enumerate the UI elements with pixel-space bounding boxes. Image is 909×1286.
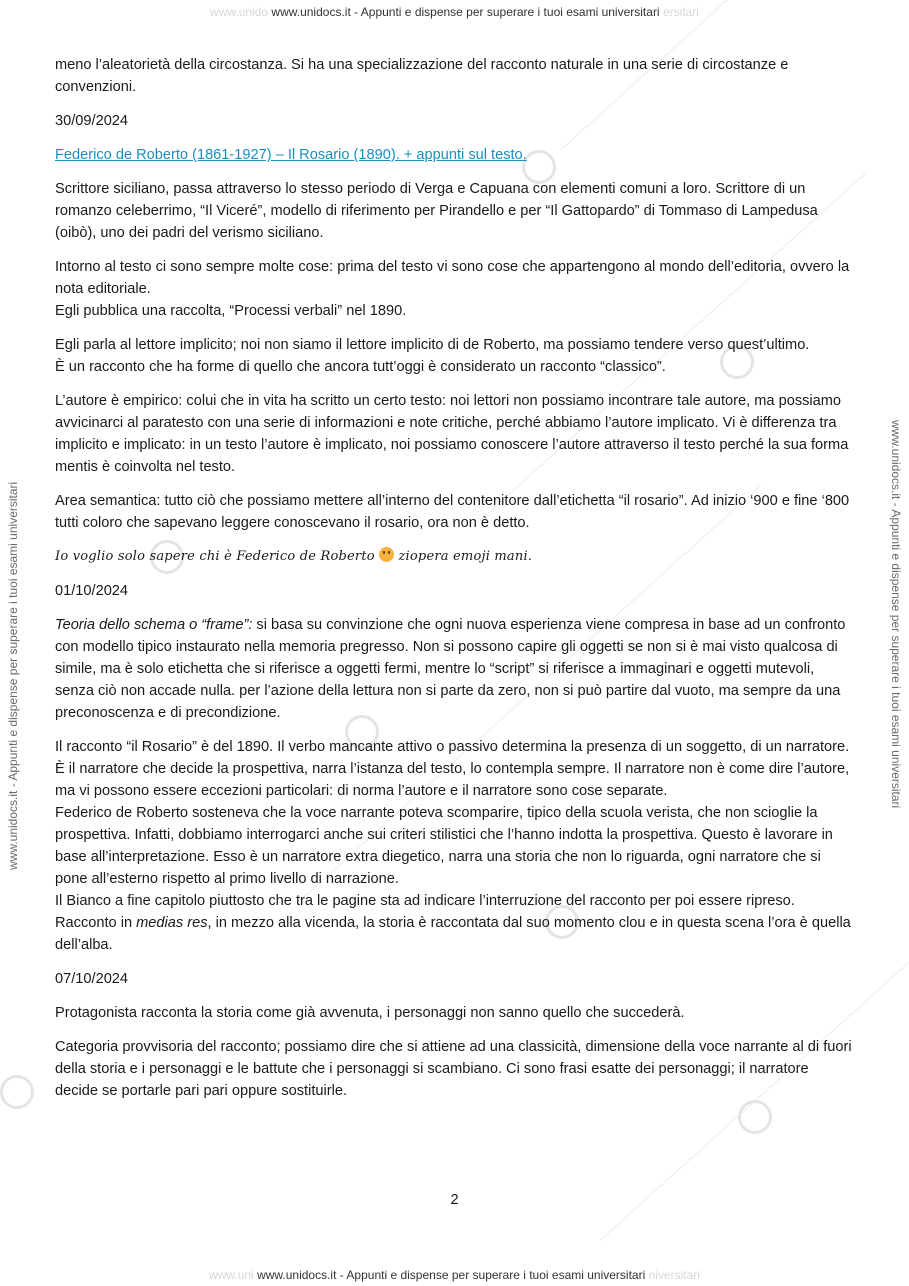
document-body — [55, 54, 855, 1114]
handwritten-note — [55, 546, 855, 568]
date-heading: 01/10/2024 — [55, 583, 129, 599]
italic-term: medias res — [136, 915, 208, 931]
date-heading: 07/10/2024 — [55, 971, 129, 987]
left-side-watermark: www.unidocs.it - Appunti e dispense per superare i tuoi esami universitari — [6, 481, 20, 870]
italic-term: Teoria dello schema o “frame”: — [55, 617, 253, 633]
banner-ghost-left: www.uni — [209, 1268, 254, 1282]
paragraph: Categoria provvisoria del racconto; possiamo dire che si attiene ad una classicità, dimensione della voce narrante al di fuori della storia e i personaggi e le battute che i personaggi si scambiano. Ci sono frasi esatte dei personaggi; il narratore decide se portarle pari pari oppure sostituirle. — [55, 1039, 852, 1099]
paragraph: Scrittore siciliano, passa attraverso lo stesso periodo di Verga e Capuana con elementi comuni a loro. Scrittore di un romanzo celeberrimo, “Il Viceré”, modello di riferimento per Pirandello e per “Il Gattopardo” di Tommaso di Lampedusa (oibò), uno dei padri del verismo siciliano. — [55, 181, 818, 241]
bottom-watermark-banner — [0, 1268, 909, 1282]
paragraph — [55, 736, 855, 956]
paragraph — [55, 334, 855, 378]
banner-ghost-left: www.unido — [210, 5, 269, 19]
paragraph-line: , in mezzo alla vicenda, la storia è raccontata dal suo momento clou e in questa scena l’ora è quella dell’alba. — [55, 915, 851, 953]
banner-text: www.unidocs.it - Appunti e dispense per superare i tuoi esami universitari — [257, 1268, 646, 1282]
paragraph-text: si basa su convinzione che ogni nuova esperienza viene compresa in base ad un confronto con modello tipico instaurato nella memoria pregresso. Non si possono capire gli oggetti se non si è mai visto qualcosa di simile, ma è solo etichetta che si riferisce a oggetti fermi, mentre lo “script” si riferisce a immaginari e oggetti mutevoli, senza ciò non accade nulla. per l’azione della lettura non si parte da zero, non si può partire dal vuoto, ma sempre da una preconoscenza e di precondizione. — [55, 617, 846, 721]
paragraph-line: Intorno al testo ci sono sempre molte cose: prima del testo vi sono cose che appartengono al mondo dell’editoria, ovvero la nota editoriale. — [55, 259, 850, 297]
handwritten-text: ziopera emoji mani. — [398, 549, 533, 564]
sad-face-emoji-icon — [379, 547, 394, 562]
paragraph-line: Egli pubblica una raccolta, “Processi verbali” nel 1890. — [55, 303, 407, 319]
paragraph-line: Egli parla al lettore implicito; noi non siamo il lettore implicito di de Roberto, ma possiamo tendere verso quest’ultimo. — [55, 337, 810, 353]
paragraph — [55, 614, 855, 724]
paragraph-line: È un racconto che ha forme di quello che ancora tutt’oggi è considerato un racconto “classico”. — [55, 359, 666, 375]
top-watermark-banner — [0, 5, 909, 19]
date-heading: 30/09/2024 — [55, 113, 129, 129]
paragraph: Area semantica: tutto ciò che possiamo mettere all’interno del contenitore dall’etichetta “il rosario”. Ad inizio ‘900 e fine ‘800 tutti coloro che sapevano leggere conoscevano il rosario, ora non è detto. — [55, 493, 850, 531]
banner-ghost-right: ersitari — [662, 5, 699, 19]
section-title-link[interactable]: Federico de Roberto (1861-1927) – Il Rosario (1890). + appunti sul testo. — [55, 147, 527, 163]
paragraph — [55, 256, 855, 322]
right-side-watermark: www.unidocs.it - Appunti e dispense per superare i tuoi esami universitari — [889, 420, 903, 809]
page-number: 2 — [450, 1192, 459, 1208]
banner-text: www.unidocs.it - Appunti e dispense per superare i tuoi esami universitari — [271, 5, 660, 19]
paragraph-line: Il Bianco a fine capitolo piuttosto che tra le pagine sta ad indicare l’interruzione del racconto per poi essere ripreso. — [55, 893, 795, 909]
handwritten-text: Io voglio solo sapere chi è Federico de Roberto — [55, 549, 375, 564]
banner-ghost-right: niversitari — [648, 1268, 700, 1282]
watermark-logo-icon — [0, 1075, 34, 1109]
paragraph-line: Racconto in — [55, 915, 137, 931]
paragraph-line: Il racconto “il Rosario” è del 1890. Il verbo mancante attivo o passivo determina la presenza di un soggetto, di un narratore. È il narratore che decide la prospettiva, narra l’istanza del testo, lo contempla sempre. Il narratore non è come dire l’autore, ma vi possono essere eccezioni particolari: di norma l’autore e il narratore sono cose separate. — [55, 739, 850, 799]
paragraph: L’autore è empirico: colui che in vita ha scritto un certo testo: noi lettori non possiamo incontrare tale autore, ma possiamo avvicinarci al paratesto con una serie di informazioni e note critiche, perché abbiamo l’autore implicato. Vi è differenza tra implicito e implicato: in un testo l’autore è implicato, noi possiamo conoscere l’autore attraverso il testo perché la sua forma mentis è coinvolta nel testo. — [55, 393, 849, 475]
paragraph-line: Federico de Roberto sosteneva che la voce narrante poteva scomparire, tipico della scuola verista, che non scioglie la prospettiva. Infatti, dobbiamo interrogarci anche sui criteri stilistici che l’hanno indotta la prospettiva. Questo è lavorare in base all’interpretazione. Esso è un narratore extra diegetico, narra una storia che non lo riguarda, ogni narratore che si pone all’esterno rispetto al primo livello di narrazione. — [55, 805, 833, 887]
paragraph: Protagonista racconta la storia come già avvenuta, i personaggi non sanno quello che succederà. — [55, 1005, 685, 1021]
paragraph: meno l’aleatorietà della circostanza. Si ha una specializzazione del racconto naturale in una serie di circostanze e convenzioni. — [55, 57, 789, 95]
